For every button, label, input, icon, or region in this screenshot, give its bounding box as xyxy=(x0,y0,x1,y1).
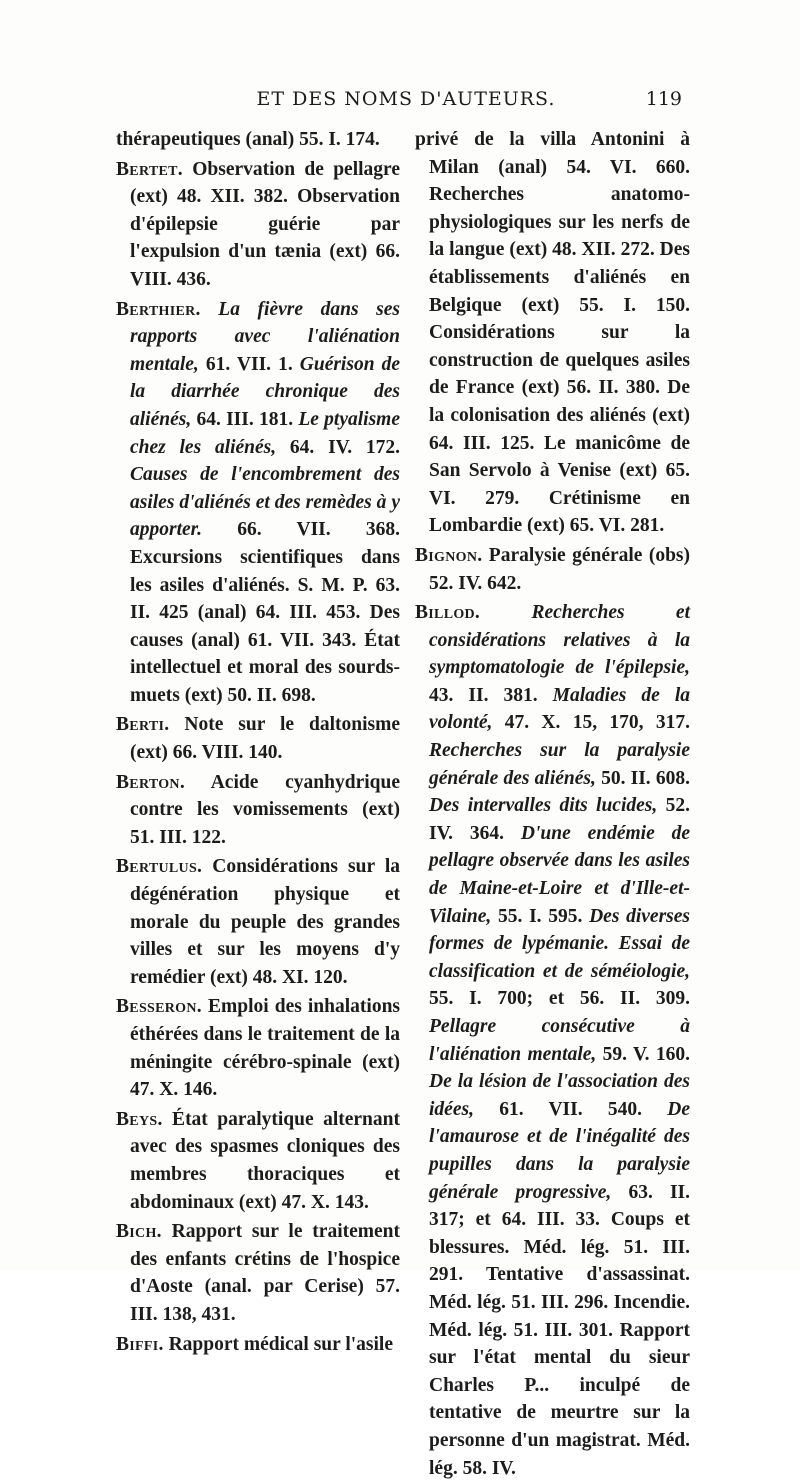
entry-text: thérapeutiques (anal) 55. I. 174. xyxy=(116,129,380,150)
author-name: Berthier. xyxy=(116,298,201,320)
entry-text: 61. VII. 540. xyxy=(473,1098,668,1120)
entry-text: Considérations sur la dégénération physique et morale du peuple des grandes villes et sur les moyens d'y remédier (ext) 48. XI. 120. xyxy=(130,856,400,988)
index-entry xyxy=(116,1218,400,1328)
entry-text: Note sur le daltonisme (ext) 66. VIII. 140. xyxy=(130,714,400,764)
index-entry xyxy=(116,126,400,154)
work-title: Causes de l'encombrement des asiles d'aliénés et des remèdes à y apporter. xyxy=(130,464,400,541)
index-entry xyxy=(116,296,400,710)
author-name: Billod. xyxy=(415,602,481,624)
index-entry xyxy=(116,993,400,1103)
entry-text: Rapport sur le traitement des enfants crétins de l'hospice d'Aoste (anal. par Cerise) 57. III. 138, 431. xyxy=(130,1221,400,1325)
right-column xyxy=(415,126,690,1482)
entry-text: 55. I. 700; et 56. II. 309. xyxy=(429,988,690,1010)
entry-text: 50. II. 608. xyxy=(595,767,690,789)
index-entry xyxy=(415,542,690,597)
work-title: Recherches sur la paralysie générale des aliénés, xyxy=(429,740,690,789)
entry-text: Acide cyanhydrique contre les vomissements (ext) 51. III. 122. xyxy=(130,771,400,848)
index-entry xyxy=(116,711,400,766)
entry-text: 63. II. 317; et 64. III. 33. Coups et blessures. Méd. lég. 51. III. 291. Tentative d'assassinat. Méd. lég. 51. III. 296. Incendie. Méd. lég. 51. III. 301. Rapport sur l'état mental du sieur Charles P... inculpé de tentative de meurtre sur la personne d'un magistrat. Méd. lég. 58. IV. xyxy=(429,1181,690,1479)
entry-text: Observation de pellagre (ext) 48. XII. 382. Observation d'épilepsie guérie par l'expulsion d'un tænia (ext) 66. VIII. 436. xyxy=(130,158,400,290)
entry-text: 64. IV. 172. xyxy=(276,436,400,458)
author-name: Bertulus. xyxy=(116,856,203,878)
author-name: Biffi. xyxy=(116,1333,164,1355)
entry-text: 64. III. 181. xyxy=(191,408,299,430)
index-entry xyxy=(116,853,400,991)
entry-text: 47. X. 15, 170, 317. xyxy=(492,712,690,734)
page-header xyxy=(130,86,682,118)
entry-text: 59. V. 160. xyxy=(596,1043,690,1065)
work-title: De l'amaurose et de l'inégalité des pupilles dans la paralysie générale progressive, xyxy=(429,1098,690,1203)
entry-text: 52. IV. 364. xyxy=(429,795,690,844)
entry-text: Emploi des inhalations éthérées dans le traitement de la méningite cérébro-spinale (ext) 47. X. 146. xyxy=(130,996,400,1101)
index-entry xyxy=(116,1331,400,1359)
entry-text: 61. VII. 1. xyxy=(198,353,300,375)
author-name: Berti. xyxy=(116,714,170,736)
work-title: De la lésion de l'association des idées, xyxy=(429,1071,690,1120)
entry-text: 43. II. 381. xyxy=(429,684,553,706)
entry-text: Paralysie générale (obs) 52. IV. 642. xyxy=(429,544,690,594)
entry-text xyxy=(201,299,219,320)
entry-text: 55. I. 595. xyxy=(491,905,590,927)
author-name: Bignon. xyxy=(415,544,483,566)
author-name: Beys. xyxy=(116,1108,163,1130)
author-name: Besseron. xyxy=(116,996,202,1018)
left-column xyxy=(116,126,400,1358)
work-title: Des intervalles dits lucides, xyxy=(429,795,658,817)
entry-text: 66. VII. 368. Excursions scientifiques dans les asiles d'aliénés. S. M. P. 63. II. 425 (anal) 64. III. 453. Des causes (anal) 61. VII. 343. État intellectuel et moral des sourds-muets (ext) 50. II. 698. xyxy=(130,519,400,706)
index-entry xyxy=(415,599,690,1482)
work-title: Recherches et considérations relatives à la symptomatologie de l'épilepsie, xyxy=(429,602,690,679)
work-title: Guérison de la diarrhée chronique des aliénés, xyxy=(130,353,400,430)
author-name: Berton. xyxy=(116,771,186,793)
running-title: ET DES NOMS D'AUTEURS. xyxy=(256,88,556,110)
page-number: 119 xyxy=(645,88,682,110)
entry-text: privé de la villa Antonini à Milan (anal) 54. VI. 660. Recherches anatomo-physiologiques sur les nerfs de la langue (ext) 48. XII. 272. Des établissements d'aliénés en Belgique (ext) 55. I. 150. Considérations sur la construction de quelques asiles de France (ext) 56. II. 380. De la colonisation des aliénés (ext) 64. III. 125. Le manicôme de San Servolo à Venise (ext) 65. VI. 279. Crétinisme en Lombardie (ext) 65. VI. 281. xyxy=(415,129,690,537)
work-title: Maladies de la volonté, xyxy=(429,684,690,734)
entry-text xyxy=(480,602,531,623)
work-title: Des diverses formes de lypémanie. Essai de classification et de séméiologie, xyxy=(429,905,690,982)
entry-text: État paralytique alternant avec des spasmes cloniques des membres thoraciques et abdominaux (ext) 47. X. 143. xyxy=(130,1108,400,1213)
index-entry xyxy=(116,1106,400,1216)
author-name: Bich. xyxy=(116,1221,162,1243)
work-title: La fièvre dans ses rapports avec l'aliénation mentale, xyxy=(130,298,400,375)
author-name: Bertet. xyxy=(116,158,183,180)
index-entry xyxy=(116,156,400,294)
work-title: Le ptyalisme chez les aliénés, xyxy=(130,408,400,458)
index-entry xyxy=(415,126,690,540)
work-title: Pellagre consécutive à l'aliénation mentale, xyxy=(429,1016,690,1065)
index-entry xyxy=(116,769,400,852)
work-title: D'une endémie de pellagre observée dans les asiles de Maine-et-Loire et d'Ille-et-Vilaine, xyxy=(429,822,690,927)
entry-text: Rapport médical sur l'asile xyxy=(163,1333,393,1355)
